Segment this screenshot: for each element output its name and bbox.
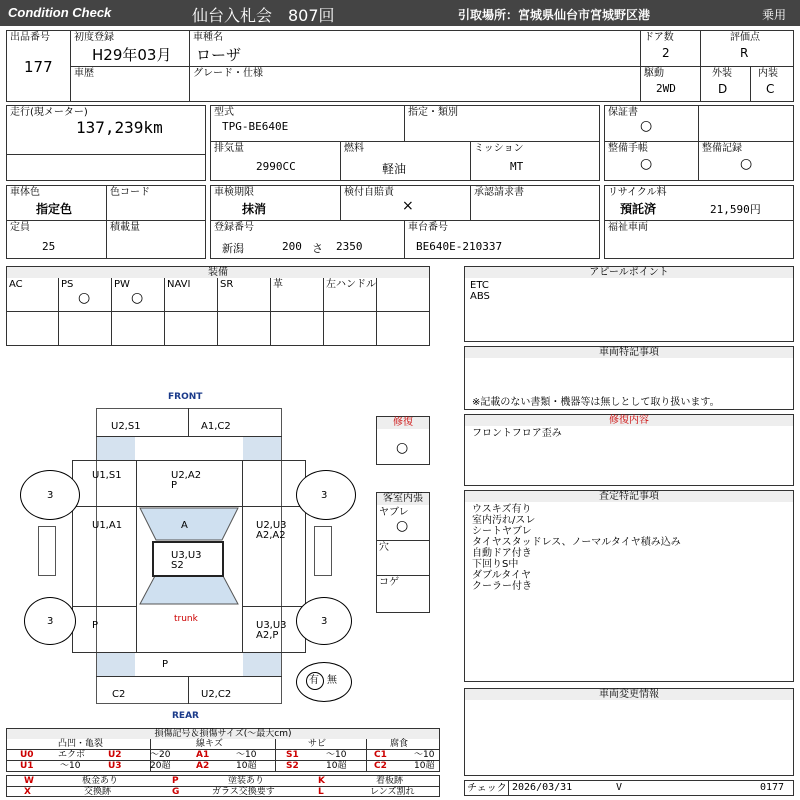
code-k: K [318,776,325,786]
score-label: 評価点 [730,32,760,43]
car-name: ローザ [196,46,242,64]
exterior-grade: D [718,82,728,96]
mark-front-left: U2,S1 [111,421,141,432]
capacity-label: 定員 [10,222,30,233]
assess-line-5: 自動ドア付き [472,548,532,559]
doors: 2 [662,46,670,60]
appeal-line-2: ABS [470,291,490,302]
exterior-label: 外装 [712,68,732,79]
body-color: 指定色 [36,202,73,216]
fuel: 軽油 [382,162,407,176]
mark-c1b: P [171,480,178,491]
code-k-desc: 着板跡 [376,776,404,786]
code-g: G [172,787,180,797]
equip-leather: 革 [273,279,283,290]
mark-front-right: A1,C2 [201,421,231,432]
cabin-title: 客室内張 [376,492,430,506]
equip-lhd: 左ハンドル [326,279,376,290]
color-label: 車体色 [10,187,40,198]
mission: MT [510,160,524,173]
rear-right-pillar [243,653,281,676]
equip-navi: NAVI [167,279,191,290]
score: R [740,46,749,60]
displacement-label: 排気量 [214,143,244,154]
legend-s2-desc: 10超 [326,761,347,771]
warranty: ○ [640,118,653,134]
code-p: P [172,776,179,786]
cabin-tear-label: ヤブレ [379,507,409,518]
displacement: 2990CC [256,160,296,173]
insurance: × [402,198,414,214]
mileage-label: 走行(現メーター) [10,107,88,118]
mark-l2: U1,A1 [92,520,123,531]
warranty-label: 保証書 [608,107,638,118]
first-registration: H29年03月 [92,46,172,64]
logo: Condition Check [8,5,112,20]
manual-label: 整備手帳 [608,143,648,154]
spare-has: 有 [309,675,319,686]
mark-l3: P [92,620,99,631]
code-x-desc: 交換跡 [84,787,112,797]
maintenance-record: ○ [740,156,753,172]
recycle-status: 預託済 [620,202,657,216]
change-title: 車両変更情報 [464,688,794,701]
lot-number: 177 [24,58,53,76]
code-w-desc: 板金あり [82,776,119,786]
legend-title: 損傷記号＆損傷サイズ(〜最大cm) [6,728,440,740]
spare-none: 無 [327,675,337,686]
cabin-hole-label: 穴 [379,542,389,553]
legend-u0-desc: エクボ [58,750,86,760]
cabin-burn-label: コゲ [379,577,399,588]
plate-area: 新潟 [222,242,244,255]
front-right-pillar [243,437,281,460]
equip-ps-value: ○ [78,290,91,306]
check-label: チェック [467,783,507,794]
assess-line-2: 室内汚れ/スレ [472,515,536,526]
plate-kana: さ [312,242,323,255]
legend-c1-desc: 〜10 [414,750,435,760]
plate-label: 登録番号 [214,222,254,233]
assess-line-6: 下回りS中 [472,559,519,570]
legend-u0: U0 [20,750,34,760]
code-g-desc: ガラス交換要す [212,787,275,797]
check-number: 0177 [760,782,785,793]
cabin-tear-value: ○ [396,518,409,534]
assess-title: 査定特記事項 [464,490,794,503]
rear-left-pillar [97,653,135,676]
assess-line-8: クーラー付き [472,581,532,592]
code-l-desc: レンズ割れ [370,787,415,797]
mark-l1: U1,S1 [92,470,122,481]
legend-a1-desc: 〜10 [236,750,257,760]
reg-label: 初度登録 [74,32,114,43]
legend-cat3: サビ [308,739,327,749]
mark-r2: U2,U3 [256,520,287,531]
legend-cat2: 線キズ [196,739,223,749]
history-label: 車歴 [74,68,94,79]
equip-ac: AC [9,279,23,290]
repair-value: ○ [396,440,409,456]
mark-r2b: A2,A2 [256,530,286,541]
legend-u3-desc: 20超 [150,761,171,771]
mark-rear-left: C2 [112,689,126,700]
equip-pw: PW [114,279,130,290]
legend-u2-desc: 〜20 [150,750,171,760]
spare-tire [296,662,352,702]
legend-c2: C2 [374,761,387,771]
special-note: ※記載のない書類・機器等は無しとして取り扱います。 [472,397,720,408]
assess-line-1: ウスキズ有り [472,504,532,515]
legend-u2: U2 [108,750,122,760]
change-box [464,700,794,776]
legend-a2: A2 [196,761,210,771]
equip-ps: PS [61,279,74,290]
mileage: 137,239km [76,118,163,137]
tire-rl-value: 3 [47,616,54,627]
repair-content-title: 修復内容 [464,414,794,427]
assess-line-4: タイヤスタッドレス、ノーマルタイヤ積み込み [472,537,681,548]
legend-u1: U1 [20,761,34,771]
appeal-box [464,278,794,342]
front-left-pillar [97,437,135,460]
recycle-label: リサイクル料 [608,187,667,198]
assess-line-7: ダブルタイヤ [472,570,531,581]
legend-a2-desc: 10超 [236,761,257,771]
mark-r3b: A2,P [256,630,279,641]
inspection: 抹消 [242,202,267,216]
drive-label: 駆動 [644,68,664,79]
mark-rear-mid: P [162,659,169,670]
legend-c2-desc: 10超 [414,761,435,771]
chassis-label: 車台番号 [408,222,448,233]
category: 乗用 [762,8,787,22]
mark-c1: U2,A2 [171,470,202,481]
code-l: L [318,787,324,797]
appeal-title: アピールポイント [464,266,794,279]
tire-fl-value: 3 [47,490,54,501]
left-mirror [38,526,56,576]
special-title: 車両特記事項 [464,346,794,359]
welfare-label: 福祉車両 [608,222,648,233]
legend-cat1: 凸凹・亀裂 [58,739,104,749]
auction-title: 仙台入札会 807回 [192,6,335,25]
maintenance-manual: ○ [640,156,653,172]
record-label: 整備記録 [702,143,742,154]
plate-number: 2350 [336,240,363,253]
legend-a1: A1 [196,750,210,760]
equip-pw-value: ○ [131,290,144,306]
chassis-number: BE640E-210337 [416,240,503,253]
mark-r3: U3,U3 [256,620,287,631]
lot-label: 出品番号 [10,32,50,43]
appeal-line-1: ETC [470,280,489,291]
inspection-label: 車検期限 [214,187,254,198]
legend-u3: U3 [108,761,122,771]
front-label: FRONT [168,392,203,402]
interior-label: 内装 [758,68,778,79]
assess-line-3: シートヤブレ [472,526,532,537]
grade-label: グレード・仕様 [193,68,263,79]
legend-s1-desc: 〜10 [326,750,347,760]
doors-label: ドア数 [644,32,674,43]
name-label: 車種名 [193,32,223,43]
repair-content: フロントフロア歪み [472,428,562,439]
pickup-location: 引取場所：宮城県仙台市宮城野区港 [458,8,651,22]
legend-u1-desc: 〜10 [60,761,81,771]
capacity: 25 [42,240,56,253]
color-code-label: 色コード [110,187,150,198]
mission-label: ミッション [474,143,524,154]
mark-center: A [181,520,188,531]
tire-fr-value: 3 [321,490,328,501]
designation-label: 指定・類別 [408,107,458,118]
recycle-fee: 21,590円 [710,203,761,216]
header-bar [0,0,800,26]
equipment-title: 装備 [6,266,430,279]
repair-label: 修復 [376,416,430,430]
rear-label: REAR [172,711,199,721]
model-label: 型式 [214,107,234,118]
tire-rr-value: 3 [321,616,328,627]
inspection-box [210,185,600,259]
drive: 2WD [656,82,676,95]
check-date: 2026/03/31 [512,782,573,793]
plate-class: 200 [282,240,302,253]
legend-cat4: 腐食 [390,739,409,749]
mark-innerb: S2 [171,560,184,571]
legend-s1: S1 [286,750,299,760]
right-mirror [314,526,332,576]
code-w: W [24,776,34,786]
trunk-label: trunk [174,614,198,624]
legend-c1: C1 [374,750,387,760]
fuel-label: 燃料 [344,143,364,154]
check-code: V [616,782,623,793]
mark-rear-right: U2,C2 [201,689,232,700]
code-p-desc: 塗装あり [228,776,265,786]
approval-label: 承認請求書 [474,187,524,198]
code-x: X [24,787,31,797]
insurance-label: 検付自賠責 [344,187,394,198]
mark-inner: U3,U3 [171,550,202,561]
legend-s2: S2 [286,761,299,771]
model: TPG-BE640E [222,120,289,133]
load-label: 積載量 [110,222,140,233]
equip-sr: SR [220,279,234,290]
interior-grade: C [766,82,775,96]
